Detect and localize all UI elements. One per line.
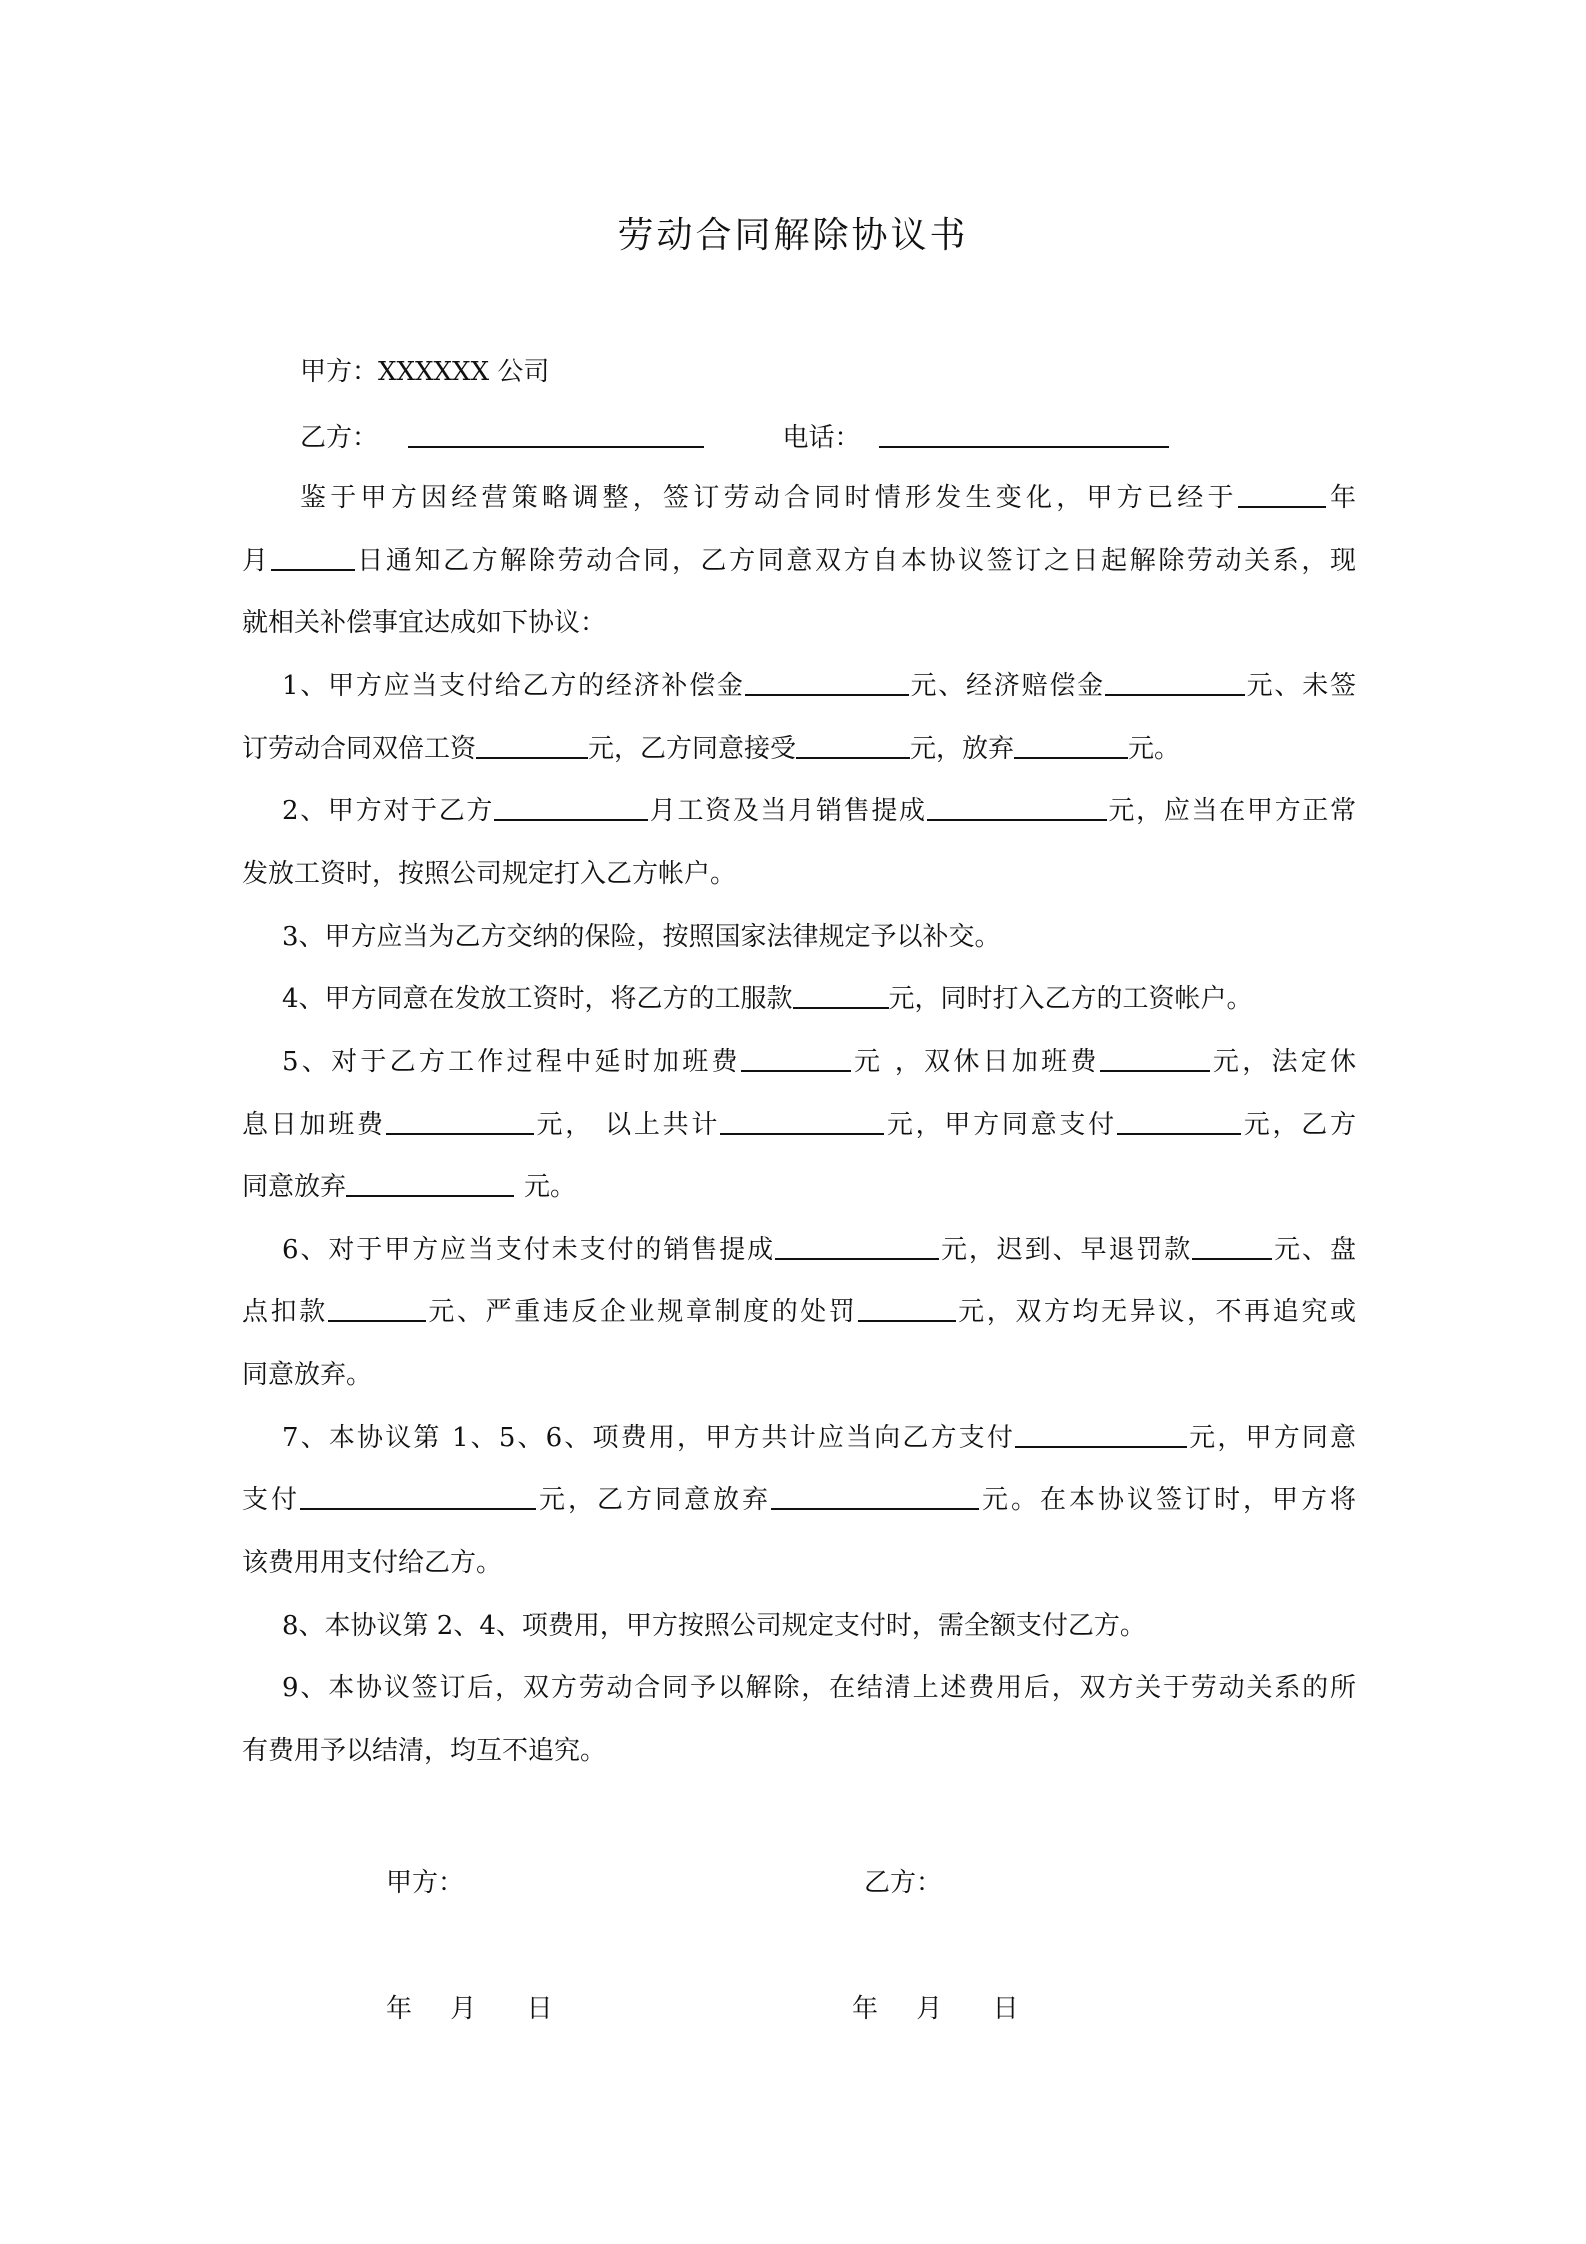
clause-3-line-1	[282, 917, 1001, 957]
intro-text: 年	[1325, 483, 1356, 513]
inventory-deduction-blank	[328, 1294, 426, 1322]
clause-4-line-1	[282, 979, 1253, 1019]
intro-text: 就相关补偿事宜达成如下协议：	[242, 608, 607, 638]
party-a-line	[300, 352, 549, 392]
clause-text: 9、本协议签订后，双方劳动合同予以解除，在结清上述费用后，双方关于劳动关系的所	[282, 1673, 1356, 1703]
weekend-overtime-blank	[1100, 1044, 1210, 1072]
clause-text: 同意放弃。	[242, 1360, 373, 1390]
clause-text: 元 ，双休日加班费	[850, 1047, 1100, 1077]
intro-text: 鉴于甲方因经营策略调整，签订劳动合同时情形发生变化，甲方已经于	[300, 483, 1238, 513]
party-a-label: 甲方：	[300, 357, 379, 387]
clause-text: 元、严重违反企业规章制度的处罚	[425, 1297, 858, 1327]
clause-text: 元，放弃	[910, 734, 1015, 764]
party-b-sign-date	[852, 1988, 1019, 2025]
intro-text: 日通知乙方解除劳动合同，乙方同意双方自本协议签订之日起解除劳动关系，现	[354, 546, 1356, 576]
clause-5-line-3	[242, 1167, 576, 1207]
clause-text: 有费用予以结清，均互不追究。	[242, 1736, 607, 1766]
date-year-label: 年	[386, 1994, 413, 2024]
clause-8-line-1	[282, 1606, 1146, 1646]
clause-text: 元。在本协议签订时，甲方将	[978, 1485, 1356, 1515]
intro-text: 月	[242, 546, 271, 576]
clause-text: 元，同时打入乙方的工资帐户。	[888, 984, 1253, 1014]
phone-blank	[879, 420, 1169, 448]
damages-blank	[1105, 668, 1245, 696]
clause-text: 元。	[524, 1172, 577, 1202]
clause-1-line-2	[242, 729, 1180, 769]
clause-text: 元、经济赔偿金	[908, 671, 1105, 701]
clause-5-line-1	[282, 1042, 1356, 1082]
holiday-overtime-blank	[386, 1107, 534, 1135]
intro-line-3	[242, 603, 606, 643]
clause-text: 6、对于甲方应当支付未支付的销售提成	[282, 1235, 776, 1265]
party-b-name-blank	[408, 420, 704, 448]
overtime-paid-blank	[1117, 1107, 1241, 1135]
clause-text: 元、盘	[1272, 1235, 1356, 1265]
clause-text: 同意放弃	[242, 1172, 347, 1202]
clause-text: 点扣款	[242, 1297, 328, 1327]
waive-amount-blank	[1014, 731, 1128, 759]
party-a-value: XXXXXX 公司	[378, 357, 550, 387]
date-day-label: 日	[992, 1994, 1019, 2024]
uniform-fee-blank	[793, 981, 889, 1009]
waived-payment-blank	[771, 1482, 979, 1510]
clause-text: 支付	[242, 1485, 300, 1515]
clause-text: 元，法定休	[1209, 1047, 1356, 1077]
clause-text: 元，甲方同意	[1187, 1423, 1356, 1453]
clause-text: 息日加班费	[242, 1110, 386, 1140]
clause-text: 8、本协议第 2、4、项费用，甲方按照公司规定支付时，需全额支付乙方。	[282, 1611, 1146, 1641]
phone-label: 电话：	[782, 423, 861, 453]
clause-text: 元、未签	[1244, 671, 1356, 701]
clause-7-line-1	[282, 1418, 1356, 1458]
clause-text: 5、对于乙方工作过程中延时加班费	[282, 1047, 741, 1077]
party-b-line	[300, 418, 1169, 458]
clause-1-line-1	[282, 666, 1356, 706]
party-b-label: 乙方：	[300, 423, 379, 453]
double-wage-blank	[476, 731, 588, 759]
intro-line-1	[300, 478, 1356, 518]
clause-9-line-2	[242, 1731, 606, 1771]
violation-penalty-blank	[858, 1294, 956, 1322]
accept-amount-blank	[796, 731, 910, 759]
clause-5-line-2	[242, 1105, 1356, 1145]
clause-text: 元，乙方	[1240, 1110, 1356, 1140]
overtime-waived-blank	[346, 1169, 514, 1197]
intro-line-2	[242, 541, 1356, 581]
total-payable-blank	[1015, 1420, 1187, 1448]
date-month-blank	[271, 543, 355, 571]
clause-9-line-1	[282, 1668, 1356, 1708]
date-year-blank	[1238, 480, 1326, 508]
clause-text: 4、甲方同意在发放工资时，将乙方的工服款	[282, 984, 793, 1014]
unpaid-commission-blank	[775, 1232, 939, 1260]
clause-6-line-3	[242, 1355, 372, 1395]
date-day-label: 日	[526, 1994, 553, 2024]
clause-text: 该费用用支付给乙方。	[242, 1548, 503, 1578]
agreed-payment-blank	[300, 1482, 536, 1510]
clause-7-line-2	[242, 1480, 1356, 1520]
clause-text: 2、甲方对于乙方	[282, 796, 495, 826]
date-month-label: 月	[450, 1994, 477, 2024]
month-wage-blank	[494, 793, 648, 821]
overtime-total-blank	[720, 1107, 884, 1135]
late-fine-blank	[1192, 1232, 1272, 1260]
clause-text: 发放工资时，按照公司规定打入乙方帐户。	[242, 859, 737, 889]
document-title: 劳动合同解除协议书	[617, 215, 969, 256]
clause-text: 月工资及当月销售提成	[648, 796, 927, 826]
clause-6-line-2	[242, 1292, 1356, 1332]
party-a-signature-label: 甲方：	[386, 1868, 465, 1898]
clause-text: 元。	[1128, 734, 1181, 764]
clause-text: 元， 以上共计	[533, 1110, 721, 1140]
clause-2-line-1	[282, 791, 1356, 831]
clause-text: 元，双方均无异议，不再追究或	[955, 1297, 1356, 1327]
clause-2-line-2	[242, 854, 736, 894]
clause-text: 3、甲方应当为乙方交纳的保险，按照国家法律规定予以补交。	[282, 922, 1001, 952]
sales-commission-blank	[927, 793, 1107, 821]
clause-text: 7、本协议第 1、5、6、项费用，甲方共计应当向乙方支付	[282, 1423, 1016, 1453]
clause-text: 元，应当在甲方正常	[1106, 796, 1356, 826]
date-year-label: 年	[852, 1994, 879, 2024]
clause-text: 元，迟到、早退罚款	[939, 1235, 1193, 1265]
party-b-signature-label: 乙方：	[864, 1868, 943, 1898]
clause-6-line-1	[282, 1230, 1356, 1270]
clause-text: 订劳动合同双倍工资	[242, 734, 477, 764]
clause-text: 1、甲方应当支付给乙方的经济补偿金	[282, 671, 745, 701]
overtime-blank	[741, 1044, 851, 1072]
date-month-label: 月	[916, 1994, 943, 2024]
clause-7-line-3	[242, 1543, 502, 1583]
compensation-blank	[745, 668, 909, 696]
party-a-sign-date	[386, 1988, 553, 2025]
clause-text: 元，甲方同意支付	[884, 1110, 1117, 1140]
clause-text: 元，乙方同意放弃	[536, 1485, 771, 1515]
clause-text: 元，乙方同意接受	[588, 734, 797, 764]
